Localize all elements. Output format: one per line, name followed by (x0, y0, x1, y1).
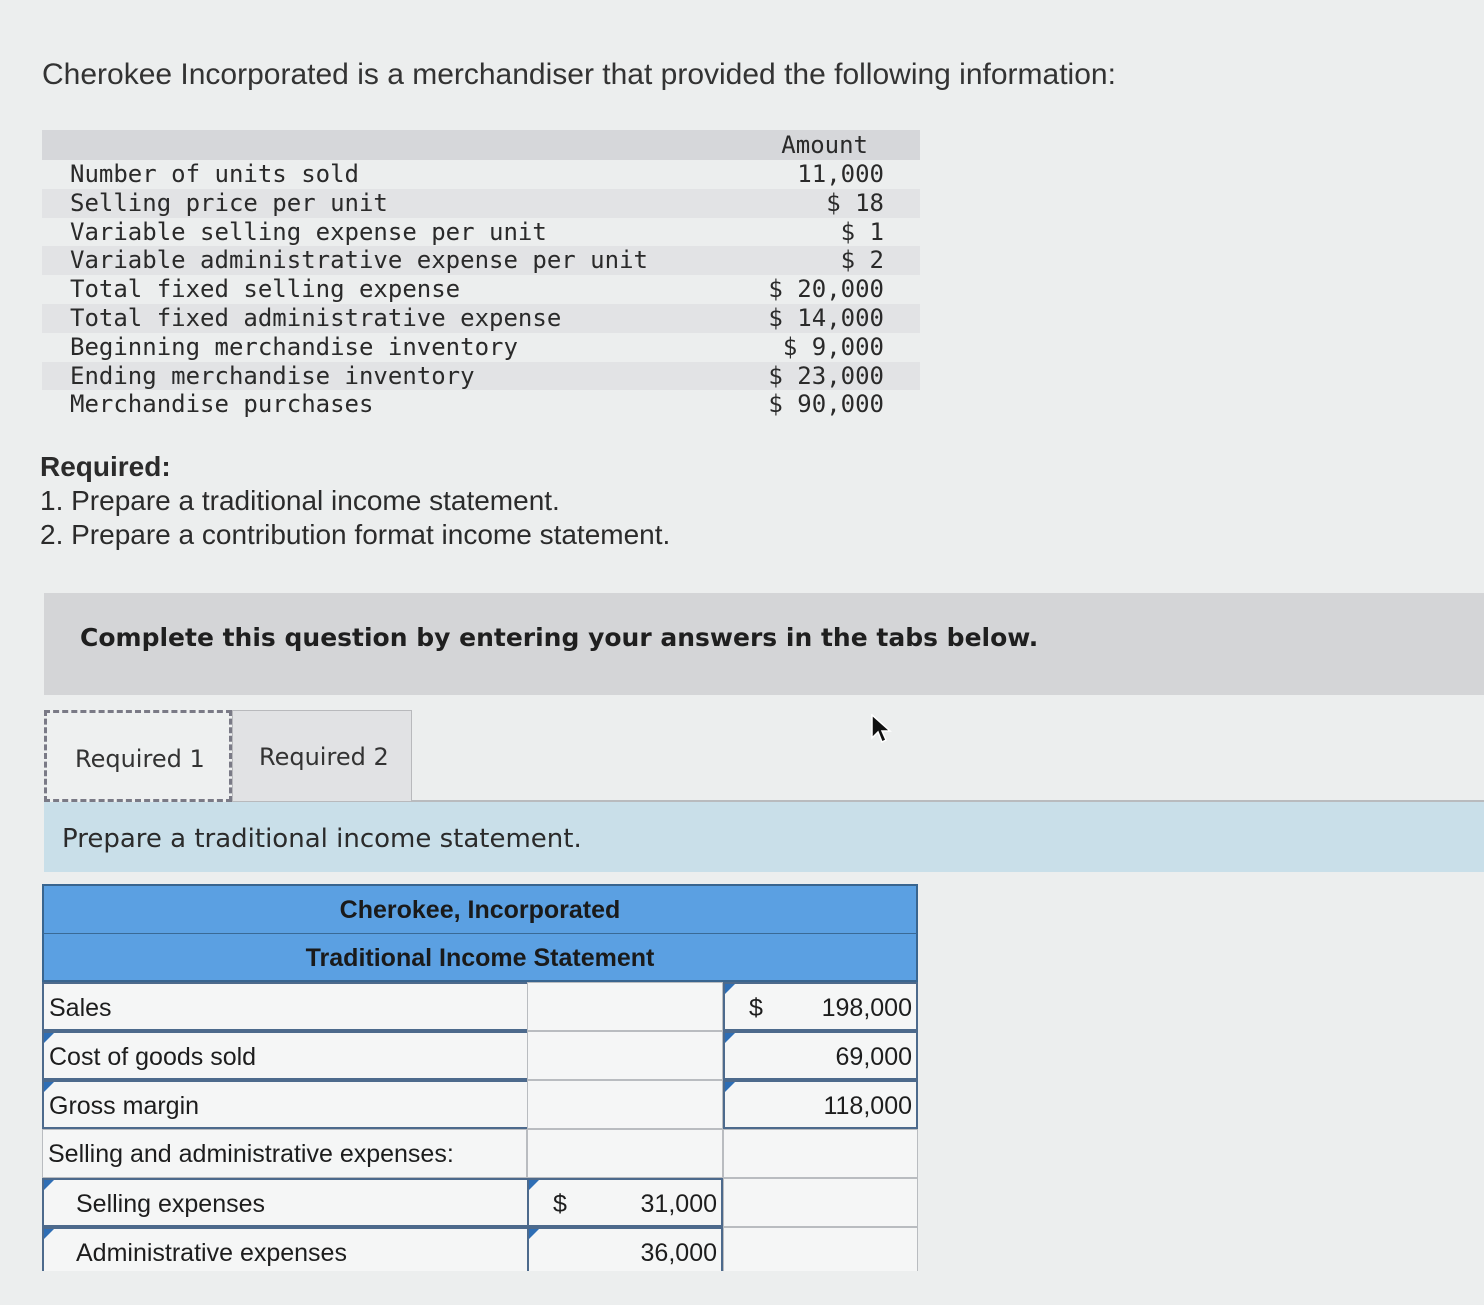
info-value: $ 18 (826, 188, 884, 217)
info-row (42, 218, 920, 247)
info-row (42, 390, 920, 419)
info-row (42, 246, 920, 275)
amount-value: 31,000 (640, 1190, 717, 1218)
total-amount-cell (723, 1227, 918, 1271)
dropdown-flag-icon (44, 1033, 54, 1043)
intro-text: Cherokee Incorporated is a merchandiser that provided the following information: (42, 58, 1116, 91)
row-label-cell (42, 982, 527, 1031)
tab-label: Required 1 (75, 745, 205, 773)
row-label: Selling and administrative expenses: (48, 1140, 454, 1168)
info-table (42, 130, 920, 419)
required-block (40, 450, 670, 552)
mid-amount-input[interactable] (527, 1080, 723, 1129)
dropdown-flag-icon (529, 1180, 539, 1190)
info-value: $ 2 (840, 246, 884, 275)
info-row (42, 189, 920, 218)
tab-required-2[interactable] (232, 710, 412, 802)
tab-instruction-text: Prepare a traditional income statement. (62, 824, 582, 854)
dropdown-flag-icon (725, 1082, 735, 1092)
dropdown-flag-icon (44, 1180, 54, 1190)
info-value: $ 90,000 (768, 390, 884, 419)
table-row (42, 1227, 918, 1271)
row-label-cell[interactable] (42, 1031, 527, 1080)
info-label: Number of units sold (70, 160, 359, 188)
tab-label: Required 2 (259, 743, 389, 771)
info-row (42, 333, 920, 362)
tab-instruction-bar (44, 802, 1484, 872)
info-value: 11,000 (797, 160, 884, 188)
info-label: Merchandise purchases (70, 390, 374, 419)
total-amount-input[interactable] (723, 982, 918, 1031)
table-row (42, 1178, 918, 1227)
total-amount-cell (723, 1129, 918, 1178)
table-row (42, 982, 918, 1031)
instructions-banner (44, 593, 1484, 695)
amount-value: 69,000 (835, 1043, 912, 1071)
mouse-cursor-icon (870, 714, 892, 746)
row-label-cell[interactable] (42, 1178, 527, 1227)
income-statement-table (42, 884, 918, 1271)
row-label: Cost of goods sold (49, 1043, 257, 1071)
row-label-cell (42, 1129, 527, 1178)
total-amount-cell (723, 1178, 918, 1227)
currency-sign: $ (553, 1190, 567, 1218)
total-amount-input[interactable] (723, 1031, 918, 1080)
row-label: Sales (49, 994, 112, 1022)
statement-company-name: Cherokee, Incorporated (42, 884, 918, 934)
info-value: $ 1 (840, 217, 884, 246)
info-value: $ 20,000 (768, 275, 884, 304)
info-value: $ 9,000 (782, 332, 884, 361)
dropdown-flag-icon (725, 1033, 735, 1043)
info-label: Total fixed selling expense (70, 275, 461, 304)
info-row (42, 362, 920, 391)
info-table-header (42, 130, 920, 160)
table-row (42, 1129, 918, 1178)
total-amount-input[interactable] (723, 1080, 918, 1129)
table-row (42, 1031, 918, 1080)
row-label: Gross margin (49, 1092, 200, 1120)
dropdown-flag-icon (44, 1082, 54, 1092)
amount-header: Amount (781, 131, 868, 159)
info-label: Total fixed administrative expense (70, 303, 562, 332)
dropdown-flag-icon (725, 984, 735, 994)
tab-required-1[interactable] (44, 710, 232, 802)
info-label: Variable administrative expense per unit (70, 246, 648, 275)
amount-value: 36,000 (640, 1239, 717, 1267)
statement-title: Traditional Income Statement (42, 934, 918, 982)
required-item: 1. Prepare a traditional income statement. (40, 485, 560, 516)
mid-amount-input[interactable] (527, 1227, 723, 1271)
row-label: Selling expenses (76, 1190, 266, 1218)
info-value: $ 23,000 (768, 361, 884, 390)
info-label: Variable selling expense per unit (70, 217, 547, 246)
info-label: Selling price per unit (70, 188, 388, 217)
table-row (42, 1080, 918, 1129)
mid-amount-input[interactable] (527, 1178, 723, 1227)
amount-value: 118,000 (823, 1092, 912, 1120)
dropdown-flag-icon (529, 1229, 539, 1239)
required-title: Required: (40, 451, 171, 482)
row-label-cell[interactable] (42, 1227, 527, 1271)
info-label: Beginning merchandise inventory (70, 332, 518, 361)
info-row (42, 160, 920, 189)
instructions-text: Complete this question by entering your answers in the tabs below. (80, 623, 1039, 652)
row-label: Administrative expenses (76, 1239, 347, 1267)
dropdown-flag-icon (44, 1229, 54, 1239)
currency-sign: $ (749, 994, 763, 1022)
mid-amount-cell (527, 1129, 723, 1178)
info-value: $ 14,000 (768, 303, 884, 332)
info-row (42, 304, 920, 333)
mid-amount-input[interactable] (527, 1031, 723, 1080)
info-row (42, 275, 920, 304)
row-label-cell[interactable] (42, 1080, 527, 1129)
amount-value: 198,000 (821, 994, 912, 1022)
info-label: Ending merchandise inventory (70, 361, 475, 390)
required-item: 2. Prepare a contribution format income statement. (40, 519, 671, 550)
mid-amount-input[interactable] (527, 982, 723, 1031)
